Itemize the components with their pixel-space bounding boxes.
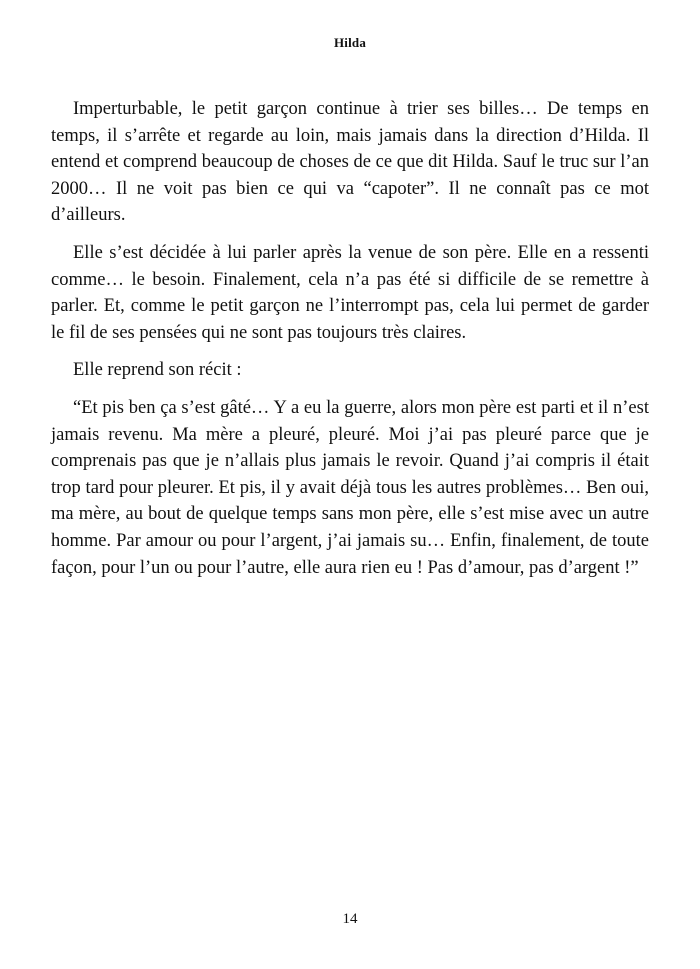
paragraph-1: Imperturbable, le petit garçon continue à trier ses billes… De temps en temps, il s’arrête et regarde au loin, mais jamais dans la direction d’Hilda. Il entend et comprend beaucoup de choses de ce que dit Hilda. Sauf le truc sur l’an 2000… Il ne voit pas bien ce qui va “capoter”. Il ne connaît pas ce mot d’ailleurs. <box>51 99 649 226</box>
paragraph-3: Elle reprend son récit : <box>73 360 242 381</box>
running-header-title: Hilda <box>333 35 367 50</box>
paragraph-2: Elle s’est décidée à lui parler après la venue de son père. Elle en a ressenti comme… le besoin. Finalement, cela n’a pas été si difficile de se remettre à parler. Et, comme le petit garçon ne l’interrompt pas, cela lui permet de garder le fil de ses pensées qui ne sont pas toujours très claires. <box>51 242 649 343</box>
body-text <box>51 96 649 592</box>
page-number: 14 <box>342 911 358 927</box>
paragraph-4: “Et pis ben ça s’est gâté… Y a eu la guerre, alors mon père est parti et il n’est jamais revenu. Ma mère a pleuré, pleuré. Moi j’ai pas pleuré parce que je comprenais pas que je n’allais plus jamais le revoir. Quand j’ai compris il était trop tard pour pleurer. Et pis, il y avait déjà tous les autres problèmes… Ben oui, ma mère, au bout de quelque temps sans mon père, elle s’est mise avec un autre homme. Par amour ou pour l’argent, j’ai jamais su… Enfin, finalement, de toute façon, pour l’un ou pour l’autre, elle aura rien eu ! Pas d’amour, pas d’argent !” <box>51 397 649 578</box>
